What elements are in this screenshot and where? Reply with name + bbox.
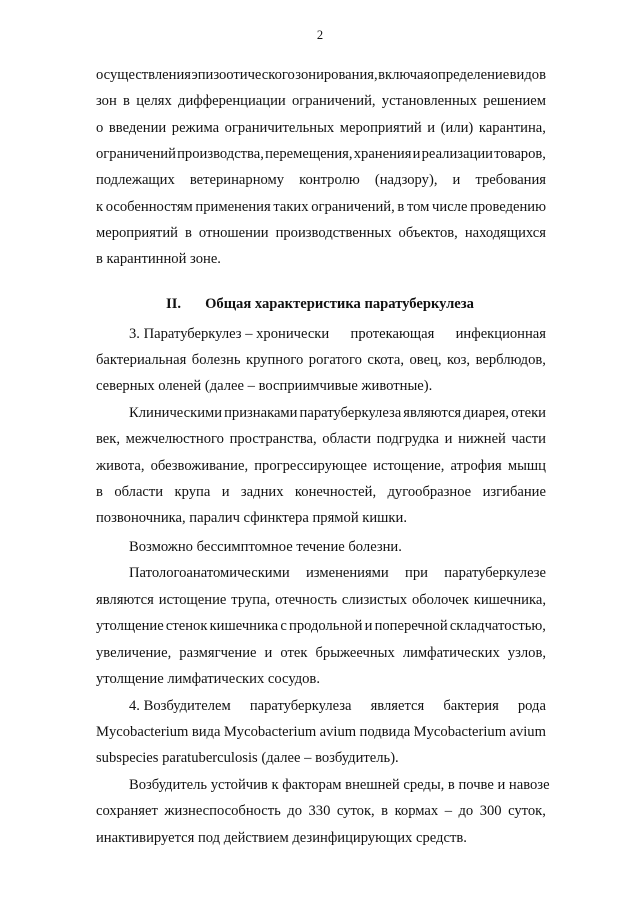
word: паратуберкулеза (249, 698, 352, 714)
word: особенностям (105, 198, 193, 215)
word: мероприятий (96, 224, 178, 241)
word: оболочек (411, 591, 469, 608)
word: режима (171, 119, 220, 136)
word: объектов, (398, 224, 458, 241)
word: протекающая (350, 326, 435, 342)
word: трупа, (231, 591, 271, 608)
word: рода (517, 698, 546, 714)
word: включая (378, 67, 431, 83)
text-line (96, 197, 546, 217)
word: Возбудитель устойчив к факторам внешней среды, в почве и навозе (129, 777, 550, 793)
word: коз, (447, 352, 471, 368)
word: эпизоотического (191, 67, 295, 83)
word: подвида (359, 724, 411, 740)
word: 4. Возбудителем (129, 698, 231, 714)
word: истощение, (373, 457, 445, 474)
word: инактивируется под действием дезинфицирующих средств. (96, 829, 467, 846)
word: брыжеечных (315, 644, 395, 661)
word: продольной (289, 618, 363, 634)
word: мероприятий (339, 119, 422, 136)
word: паратуберкулеза (299, 405, 402, 421)
word: инфекционная (455, 326, 546, 342)
word: 3. Паратуберкулез – хронически (129, 326, 330, 342)
word: и (221, 483, 230, 500)
word: сохраняет (96, 803, 158, 820)
word: отеки (511, 405, 546, 421)
word: дифференциации (178, 93, 286, 110)
word: рогатого (308, 352, 362, 368)
word: области (322, 431, 372, 448)
word: ограничений (96, 145, 176, 162)
word: прогрессирующее (254, 457, 368, 474)
section-title: Общая характеристика паратуберкулеза (205, 296, 474, 312)
word: пространства, (229, 431, 317, 448)
word: subspecies paratuberculosis (далее – возбудитель). (96, 750, 399, 766)
word: кишечника (209, 618, 279, 634)
word: позвоночника, паралич сфинктера прямой кишки. (96, 510, 407, 527)
text-line (96, 65, 546, 85)
word: 330 (308, 803, 331, 820)
word: с (280, 618, 287, 634)
word: числе (432, 198, 468, 215)
word: в карантинной зоне. (96, 251, 221, 268)
word: увеличение, (96, 644, 172, 661)
word: определение (430, 67, 510, 83)
word: зонирования, (295, 67, 378, 83)
word: стенок (165, 618, 208, 634)
word: изгибание (482, 483, 546, 500)
word: ограничений, (291, 93, 376, 110)
word: части (511, 431, 546, 448)
word: в (397, 198, 405, 215)
text-line (129, 775, 550, 795)
word: до (458, 803, 474, 820)
word: контролю (299, 172, 360, 189)
word: кишечника, (473, 591, 546, 608)
word: зон (96, 93, 117, 110)
word: о (96, 119, 104, 136)
word: лимфатических (402, 644, 500, 661)
word: крупа (174, 483, 211, 500)
text-line (96, 482, 546, 502)
text-line (129, 324, 546, 344)
word: в (123, 93, 130, 110)
word: к (96, 198, 104, 215)
word: в (381, 803, 389, 820)
word: требования (475, 172, 546, 189)
word: задних (240, 483, 284, 500)
word: и (412, 145, 421, 162)
word: применения (195, 198, 271, 215)
word: жизнеспособность (164, 803, 281, 820)
word: верблюдов, (475, 352, 546, 368)
word: Mycobacterium (413, 724, 507, 740)
word: ограничительных (224, 119, 335, 136)
word: (или) (440, 119, 474, 136)
word: перемещения, (265, 145, 353, 162)
text-line (96, 748, 399, 768)
text-line (96, 616, 546, 636)
text-line (96, 350, 546, 370)
text-line (129, 537, 402, 557)
word: нижней (458, 431, 506, 448)
word: живота, (96, 457, 145, 474)
text-line (129, 403, 546, 423)
text-line (96, 118, 546, 138)
word: вида (191, 724, 221, 740)
word: отечность (275, 591, 338, 608)
word: в (96, 483, 103, 500)
word: являются (96, 591, 154, 608)
word: решением (483, 93, 546, 110)
word: производства, (177, 145, 264, 162)
text-line (96, 828, 467, 848)
word: признаками (224, 405, 298, 421)
text-line (96, 643, 546, 663)
word: и (452, 172, 461, 189)
word: видов (509, 67, 546, 83)
word: производственных (275, 224, 392, 241)
page-number: 2 (316, 28, 324, 42)
word: Клиническими (129, 405, 223, 421)
text-line (96, 223, 546, 243)
word: ветеринарному (189, 172, 285, 189)
text-line (96, 429, 546, 449)
text-line (96, 456, 546, 476)
word: avium (319, 724, 357, 740)
word: Mycobacterium (96, 724, 189, 740)
word: подгрудка (376, 431, 440, 448)
word: являются (403, 405, 462, 421)
word: бактерия (443, 698, 499, 714)
word: целях (136, 93, 172, 110)
text-line (129, 696, 546, 716)
word: скота, (367, 352, 404, 368)
word: и (364, 618, 373, 634)
word: введении (108, 119, 167, 136)
text-line (96, 669, 320, 689)
word: дугообразное (387, 483, 472, 500)
word: Возможно бессимптомное течение болезни. (129, 539, 402, 555)
word: крупного (245, 352, 304, 368)
word: суток, (508, 803, 546, 820)
text-line (96, 722, 546, 742)
word: слизистых (341, 591, 408, 608)
word: реализации (421, 145, 493, 162)
word: кормах (394, 803, 439, 820)
word: суток, (336, 803, 375, 820)
word: в (184, 224, 192, 241)
text-line (96, 144, 546, 164)
text-line (129, 563, 546, 583)
word: отношении (198, 224, 269, 241)
text-line (96, 91, 546, 111)
word: северных оленей (далее – восприимчивые животные). (96, 378, 433, 394)
text-line (96, 376, 432, 396)
text-line (96, 801, 546, 821)
word: установленных (381, 93, 477, 110)
word: размягчение (179, 644, 257, 661)
word: утолщение лимфатических сосудов. (96, 671, 320, 687)
text-line (96, 249, 221, 269)
word: овец, (409, 352, 442, 368)
word: узлов, (507, 644, 546, 661)
word: поперечной (374, 618, 448, 634)
text-line (96, 590, 546, 610)
word: товаров, (494, 145, 546, 162)
word: обезвоживание, (150, 457, 249, 474)
word: отек (280, 644, 308, 661)
word: и (444, 431, 453, 448)
word: и (427, 119, 436, 136)
word: подлежащих (96, 172, 175, 189)
text-line (96, 508, 407, 528)
word: находящихся (464, 224, 546, 241)
word: истощение (158, 591, 227, 608)
word: утолщение (96, 618, 164, 634)
section-heading (0, 294, 640, 314)
word: области (114, 483, 164, 500)
section-number: II. (166, 296, 182, 312)
word: (надзору), (374, 172, 438, 189)
word: является (370, 698, 425, 714)
word: Mycobacterium (223, 724, 317, 740)
word: ограничений, (311, 198, 395, 215)
word: и (264, 644, 273, 661)
word: – (444, 803, 452, 820)
word: мышц (507, 457, 546, 474)
word: складчатостью, (449, 618, 546, 634)
word: карантина, (478, 119, 546, 136)
word: бактериальная (96, 352, 187, 368)
word: конечностей, (294, 483, 377, 500)
word: хранения (353, 145, 412, 162)
word: век, (96, 431, 121, 448)
word: осуществления (96, 67, 191, 83)
word: диарея, (463, 405, 510, 421)
word: 300 (479, 803, 502, 820)
word: таких (273, 198, 309, 215)
word: межчелюстного (125, 431, 224, 448)
word: до (287, 803, 303, 820)
word: изменениями (305, 565, 389, 581)
word: том (406, 198, 430, 215)
word: при (405, 565, 428, 581)
word: атрофия (450, 457, 502, 474)
word: болезнь (191, 352, 241, 368)
word: паратуберкулезе (444, 565, 546, 581)
text-line (96, 170, 546, 190)
word: avium (509, 724, 546, 740)
word: Патологоанатомическими (129, 565, 290, 581)
word: проведению (470, 198, 546, 215)
